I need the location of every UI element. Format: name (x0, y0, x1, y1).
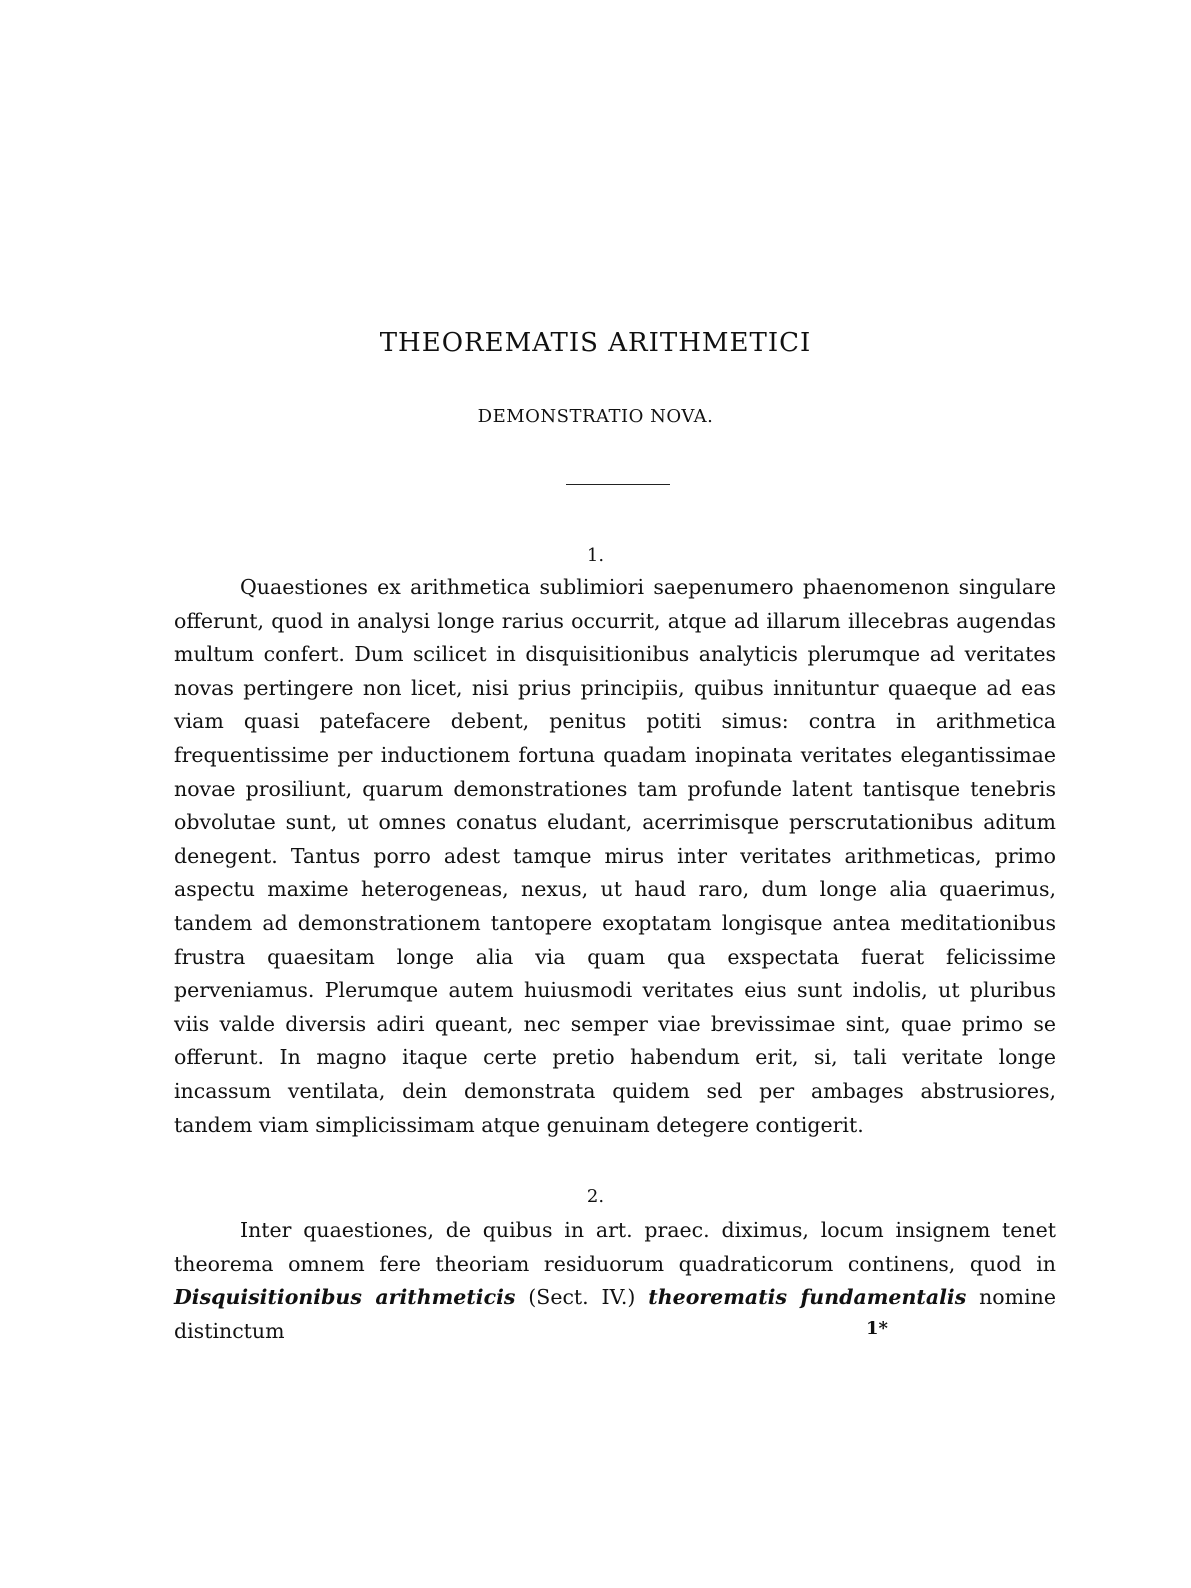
book-title-italic: Disquisitionibus arithmeticis (174, 1285, 516, 1310)
paragraph-text: (Sect. IV.) (515, 1285, 649, 1310)
section-number: 1. (586, 545, 605, 566)
section-paragraph: Quaestiones ex arithmetica sublimiori saepenumero phaenomenon singulare offerunt, quod in analysi longe rarius occurrit, atque ad illarum illecebras augendas multum confert. Dum scilicet in disquisitionibus analyticis plerumque ad veritates novas pertingere non licet, nisi prius principiis, quibus innituntur quaeque ad eas viam quasi patefacere debent, penitus potiti simus: contra in arithmetica frequentissime per inductionem fortuna quadam inopinata veritates elegantissimae novae prosiliunt, quarum demonstrationes tam profunde latent tantisque tenebris obvolutae sunt, ut omnes conatus eludant, acerrimisque perscrutationibus aditum denegent. Tantus porro adest tamque mirus inter veritates arithmeticas, primo aspectu maxime heterogeneas, nexus, ut haud raro, dum longe alia quaerimus, tandem ad demonstrationem tantopere exoptatam longisque antea meditationibus frustra quaesitam longe alia via quam qua exspectata fuerat felicissime perveniamus. Plerumque autem huiusmodi veritates eius sunt indolis, ut pluribus viis valde diversis adiri queant, nec semper viae brevissimae sint, quae primo se offerunt. In magno itaque certe pretio habendum erit, si, tali veritate longe incassum ventilata, dein demonstrata quidem sed per ambages abstrusiores, tandem viam simplicissimam atque genuinam detegere contigerit. (174, 575, 1056, 1137)
paragraph-text: nomine distinctum (174, 1285, 1056, 1343)
signature-mark: 1* (866, 1318, 888, 1339)
page-title: THEOREMATIS ARITHMETICI (379, 328, 812, 358)
section-paragraph (174, 1214, 1056, 1348)
page-subtitle: DEMONSTRATIO NOVA. (477, 406, 714, 427)
theorem-name-italic: theorematis fundamentalis (648, 1285, 967, 1310)
title-divider (566, 484, 670, 485)
paragraph-text: Inter quaestiones, de quibus in art. praec. diximus, locum insignem tenet theorema omnem fere theoriam residuorum quadraticorum continens, quod in (174, 1218, 1056, 1276)
section-number: 2. (586, 1186, 605, 1207)
